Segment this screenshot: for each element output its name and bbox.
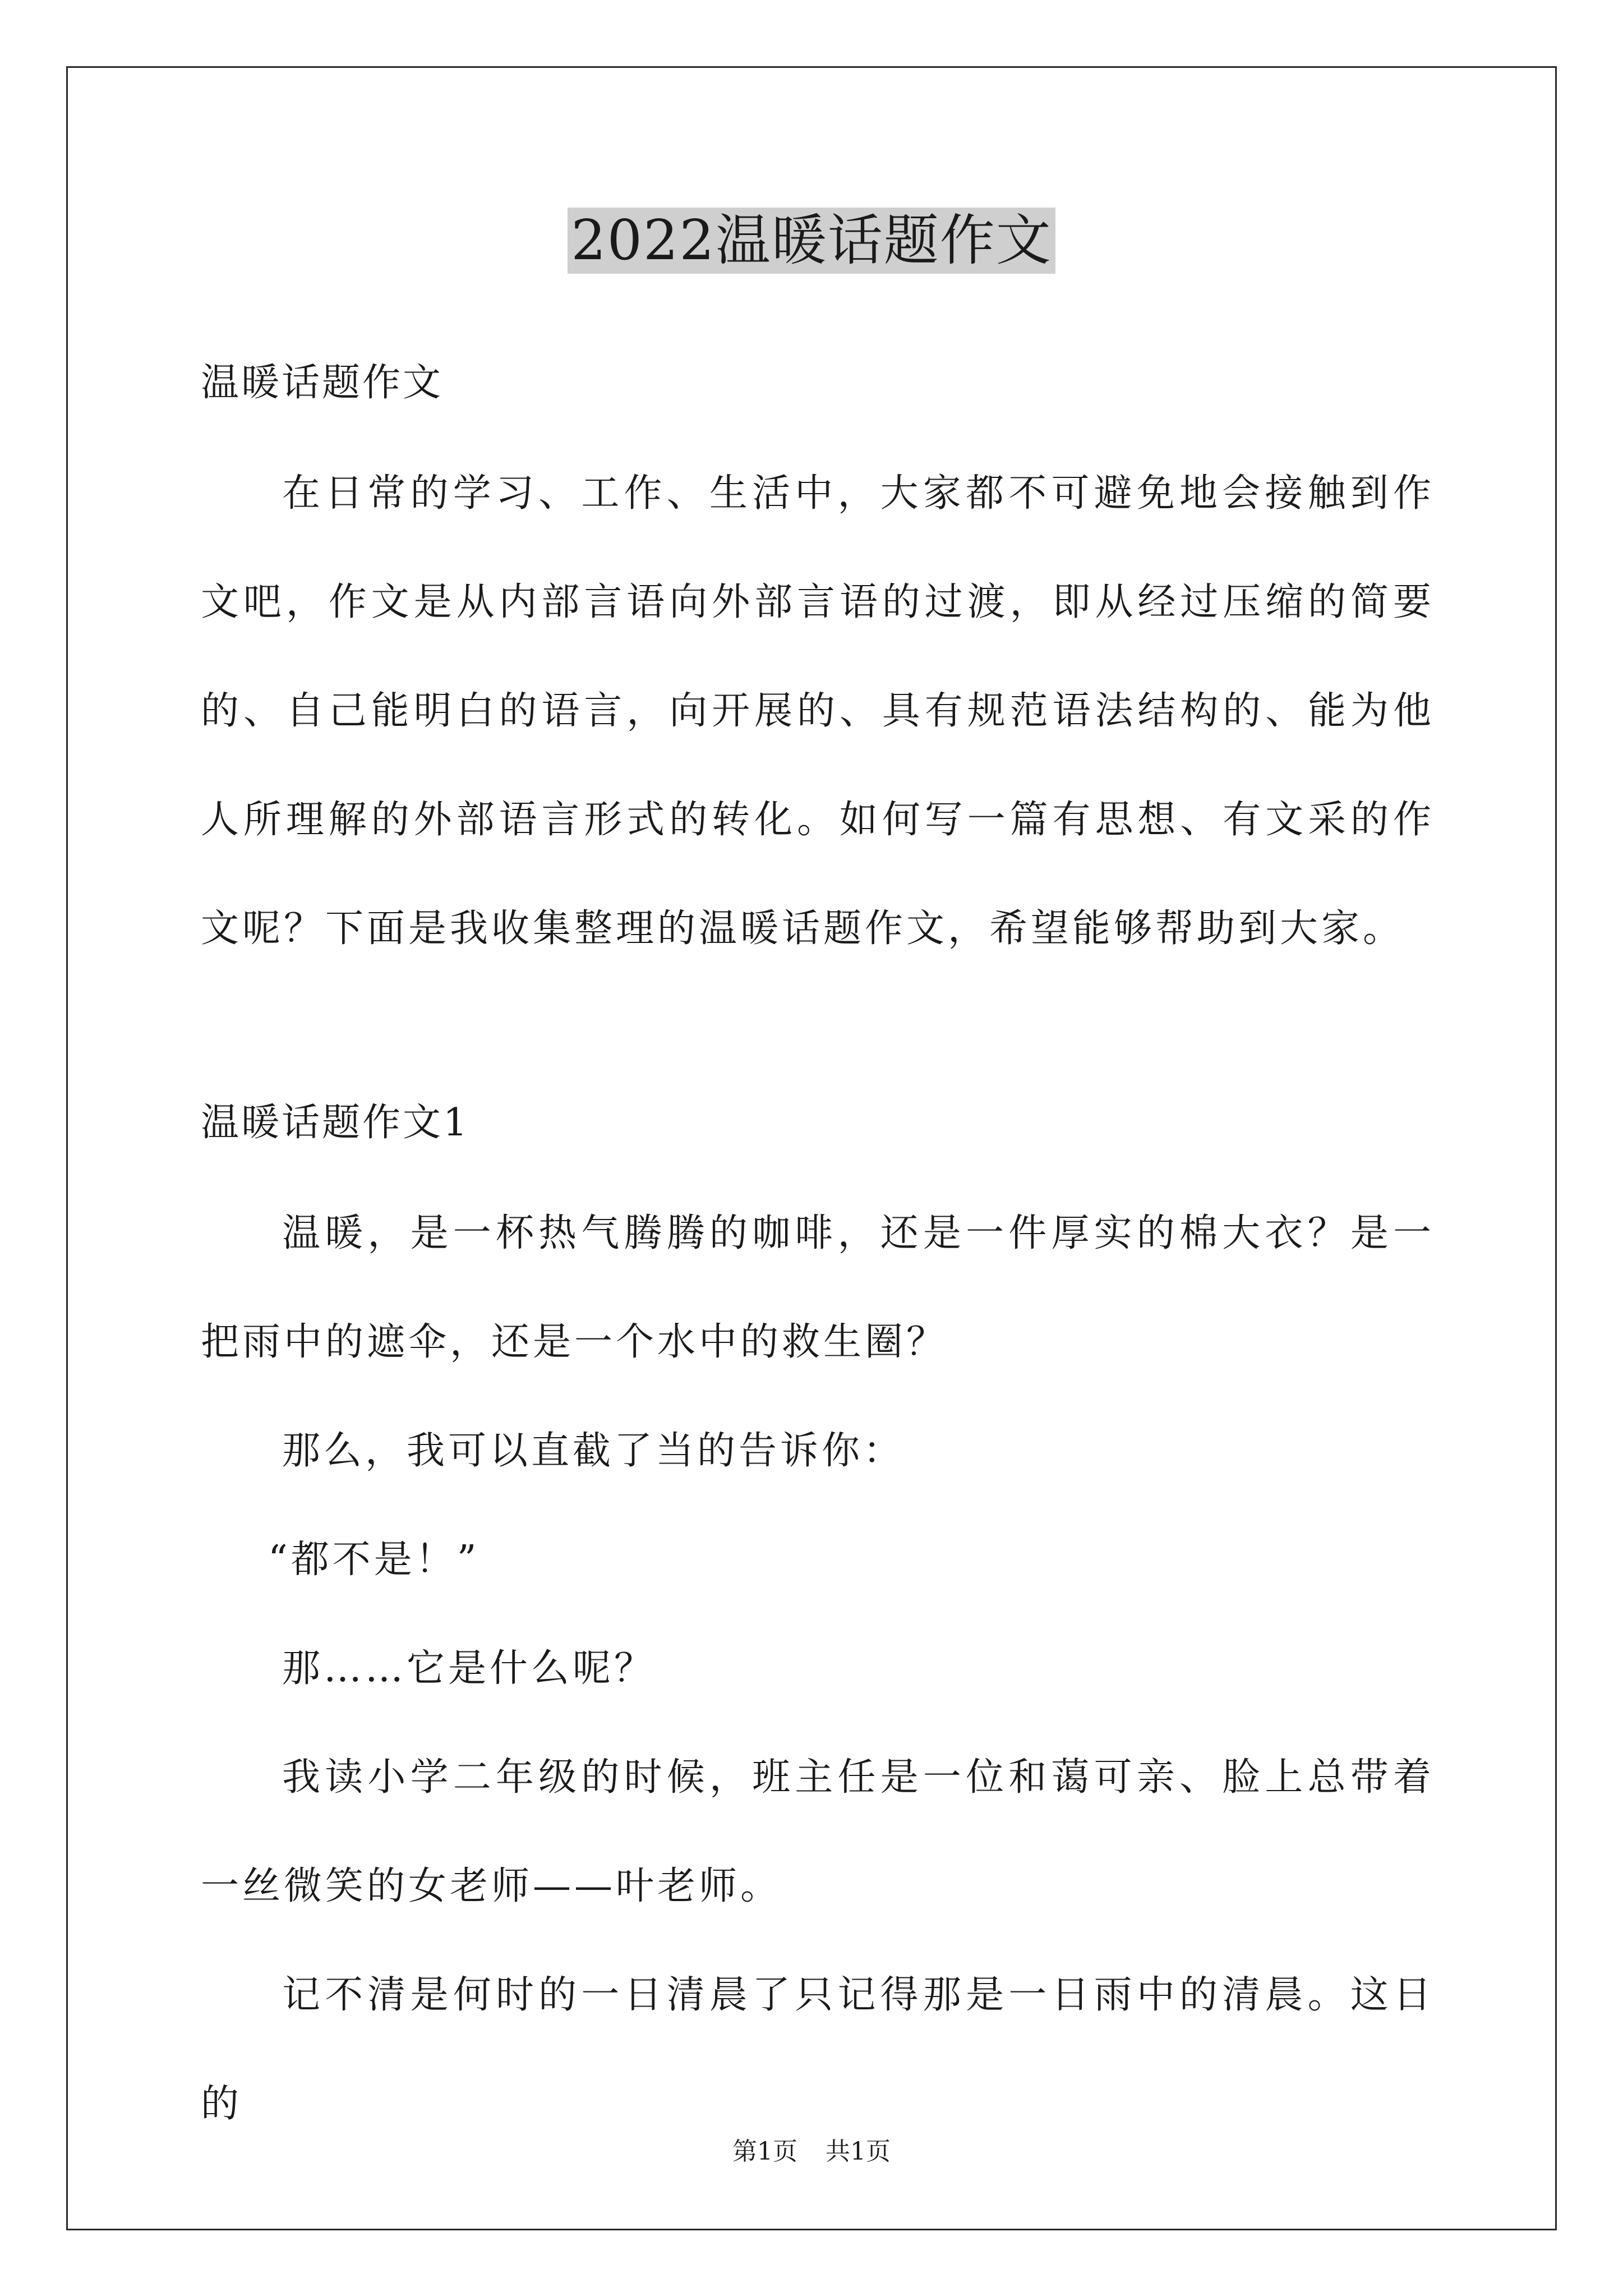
essay-paragraph: 我读小学二年级的时候，班主任是一位和蔼可亲、脸上总带着一丝微笑的女老师——叶老师。 — [201, 1755, 1435, 1908]
essay-paragraph: 记不清是何时的一日清晨了只记得那是一日雨中的清晨。这日的 — [201, 1973, 1435, 2126]
document-title: 2022温暖话题作文 — [568, 208, 1055, 274]
intro-paragraph: 在日常的学习、工作、生活中，大家都不可避免地会接触到作文吧，作文是从内部言语向外部言语的过渡，即从经过压缩的简要的、自己能明白的语言，向开展的、具有规范语法结构的、能为他人所理解的外部语言形式的转化。如何写一篇有思想、有文采的作文呢？下面是我收集整理的温暖话题作文，希望能够帮助到大家。 — [201, 471, 1435, 951]
essay-paragraph: “都不是！” — [268, 1538, 480, 1582]
page-total: 共1页 — [826, 2137, 891, 2166]
essay-paragraph: 那么，我可以直截了当的告诉你： — [282, 1429, 905, 1473]
section-heading: 温暖话题作文 — [201, 361, 444, 405]
page-number: 第1页 — [732, 2137, 797, 2166]
essay-paragraph: 那……它是什么呢？ — [282, 1646, 656, 1691]
title-container — [0, 208, 1623, 274]
page-footer — [0, 2136, 1623, 2168]
essay-heading: 温暖话题作文1 — [201, 1101, 470, 1145]
essay-paragraph: 温暖，是一杯热气腾腾的咖啡，还是一件厚实的棉大衣？是一把雨中的遮伞，还是一个水中的救生圈？ — [201, 1211, 1435, 1364]
